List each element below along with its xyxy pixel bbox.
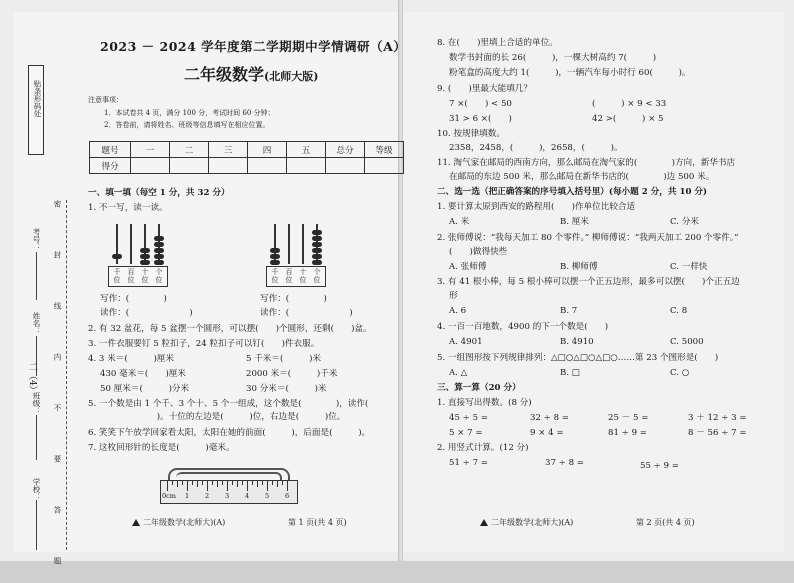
question-8a: 数学书封面的长 26( )，一棵大树高约 7( ) <box>449 53 657 63</box>
question-7: 7. 这枚回形针的长度是( )毫米。 <box>88 443 235 453</box>
abacus-bead <box>140 260 150 265</box>
school-label: 学校： <box>32 478 41 501</box>
abacus-bead <box>140 254 150 259</box>
abacus-place-label: 千位 <box>271 268 279 284</box>
abacus-bead <box>154 236 164 241</box>
choice-4-option-c: C. 5000 <box>670 337 704 347</box>
score-cell[interactable] <box>287 158 326 174</box>
school-line <box>36 500 37 550</box>
score-cell[interactable] <box>365 158 404 174</box>
choice-5: 5. 一组图形按下列规律排列：△□○△□○△□○……第 23 个图形是( ) <box>437 353 719 363</box>
abacus-place-label: 百位 <box>285 268 293 284</box>
abacus-bead <box>312 230 322 235</box>
abacus-bead <box>312 260 322 265</box>
calc-item: 45 ÷ 5 = <box>449 413 488 423</box>
choice-3-option-a: A. 6 <box>449 306 467 316</box>
ruler-minor-tick <box>272 481 273 485</box>
question-4c-left: 50 厘米＝( )分米 <box>100 384 190 394</box>
name-label: 姓名： <box>32 312 41 335</box>
ruler-minor-tick <box>197 481 198 487</box>
calc-1: 1. 直接写出得数。(8 分) <box>437 398 532 408</box>
score-header: 等级 <box>365 142 404 158</box>
question-10: 10. 按规律填数。 <box>437 129 505 139</box>
question-9b-left: 31 > 6 ×( ) <box>449 114 512 124</box>
score-header: 四 <box>248 142 287 158</box>
choice-4-option-b: B. 4910 <box>560 337 594 347</box>
exam-no-label: 考号： <box>32 228 41 251</box>
question-1: 1. 不一写，读一读。 <box>88 203 168 213</box>
abacus-bead <box>154 248 164 253</box>
choice-3-option-c: C. 8 <box>670 306 688 316</box>
choice-1: 1. 要计算太原到西安的路程用( )作单位比较合适 <box>437 202 636 212</box>
score-header: 总分 <box>326 142 365 158</box>
question-2: 2. 有 32 盆花，每 5 盆摆一个圆形，可以摆( )个圆形，还剩( )盆。 <box>88 324 372 334</box>
notice-item-2: 2．答卷前，请将姓名、班级等信息填写在相应位置。 <box>104 121 270 129</box>
exam-title: 2023 － 2024 学年度第二学期期中学情调研（A） <box>100 39 407 54</box>
choice-4-option-a: A. 4901 <box>449 337 483 347</box>
question-8b: 粉笔盒的高度大约 1( )，一辆汽车每小时行 60( )。 <box>449 68 691 78</box>
exam-no-line <box>36 252 37 300</box>
ruler-minor-tick <box>237 481 238 487</box>
ruler-minor-tick <box>257 481 258 487</box>
triangle-icon <box>132 519 140 526</box>
score-table <box>89 141 404 174</box>
calc-item: 5 × 7 = <box>449 428 483 438</box>
footer-left-page-2 <box>480 517 573 528</box>
barcode-label: 贴条形码处 <box>33 80 42 118</box>
score-header: 题号 <box>90 142 131 158</box>
question-4a-right: 5 千米＝( )米 <box>246 354 322 364</box>
ruler-tick <box>187 481 188 491</box>
abacus-rod <box>288 224 290 264</box>
abacus-bead <box>154 260 164 265</box>
edition-text: (北师大版) <box>264 70 319 83</box>
ruler-minor-tick <box>277 481 278 487</box>
write-answer-2: 写作：( ) <box>260 294 327 304</box>
ruler-minor-tick <box>202 481 203 485</box>
question-5b: )。十位的左边是( )位，右边是( )位。 <box>88 412 346 422</box>
choice-5-option-b: B. □ <box>560 368 580 378</box>
ruler-minor-tick <box>177 481 178 487</box>
write-answer-1: 写作：( ) <box>100 294 167 304</box>
ruler-label: 6 <box>285 492 290 500</box>
abacus-base <box>108 266 168 287</box>
ruler-label: 5 <box>265 492 270 500</box>
footer-page-number-1: 第 1 页(共 4 页) <box>288 518 347 527</box>
choice-3-option-b: B. 7 <box>560 306 578 316</box>
abacus-bead <box>312 236 322 241</box>
question-8: 8. 在( )里填上合适的单位。 <box>437 38 558 48</box>
ruler-minor-tick <box>212 481 213 485</box>
abacus-bead <box>270 254 280 259</box>
score-header: 五 <box>287 142 326 158</box>
ruler-minor-tick <box>282 481 283 485</box>
score-cell[interactable] <box>170 158 209 174</box>
subject-text: 二年级数学 <box>184 65 265 84</box>
vertical-calc-item: 51 ÷ 7 = <box>449 458 488 468</box>
calc-2: 2. 用竖式计算。(12 分) <box>437 443 529 453</box>
choice-2-option-b: B. 柳师傅 <box>560 262 598 272</box>
score-cell[interactable] <box>131 158 170 174</box>
choice-3a: 3. 有 41 根小棒，每 5 根小棒可以摆一个正五边形，最多可以摆( )个正五边 <box>437 277 740 287</box>
notice-heading: 注意事项： <box>88 96 123 104</box>
ruler-minor-tick <box>252 481 253 485</box>
score-header: 一 <box>131 142 170 158</box>
class-label: 班级： <box>32 392 41 415</box>
abacus-place-label: 十位 <box>299 268 307 284</box>
triangle-icon <box>480 519 488 526</box>
vertical-calc-item: 37 ÷ 8 = <box>545 458 584 468</box>
vertical-calc-item: 55 ÷ 9 = <box>640 461 679 471</box>
question-11a: 11. 淘气家在邮局的西南方向，那么邮局在淘气家的( )方向，新华书店 <box>437 158 736 168</box>
ruler-label: 3 <box>225 492 230 500</box>
section-1-title: 一、填一填（每空 1 分，共 32 分） <box>88 188 230 198</box>
read-answer-2: 读作：( ) <box>260 308 353 318</box>
exam-subject <box>184 62 318 85</box>
abacus-place-label: 个位 <box>313 268 321 284</box>
abacus-rod <box>130 224 132 264</box>
question-11b: 在邮局的东边 500 米，那么邮局在新华书店的( )边 500 米。 <box>449 172 715 182</box>
notice-item-1: 1．本试卷共 4 页，满分 100 分，考试时间 60 分钟； <box>104 109 275 117</box>
choice-2b: ( )做得快些 <box>449 247 508 257</box>
read-answer-1: 读作：( ) <box>100 308 193 318</box>
question-10a: 2358，2458，( )，2658，( )。 <box>449 143 623 153</box>
choice-3b: 形 <box>449 291 458 301</box>
ruler-label: 0cm <box>162 492 176 500</box>
ruler-label: 2 <box>205 492 210 500</box>
ruler-minor-tick <box>182 481 183 485</box>
question-4b-right: 2000 米＝( )千米 <box>246 369 338 379</box>
question-9: 9. ( )里最大能填几？ <box>437 84 532 94</box>
calc-item: 25 － 5 = <box>608 413 649 423</box>
ruler-minor-tick <box>232 481 233 485</box>
abacus-place-label: 百位 <box>127 268 135 284</box>
class-handwritten: 二（4） <box>27 362 37 395</box>
choice-2-option-c: C. 一样快 <box>670 262 708 272</box>
abacus-place-label: 十位 <box>141 268 149 284</box>
question-4c-right: 30 分米＝( )米 <box>246 384 327 394</box>
calc-item: 9 × 4 = <box>530 428 564 438</box>
ruler-tick <box>227 481 228 491</box>
choice-4: 4. 一百一百地数，4900 的下一个数是( ) <box>437 322 609 332</box>
abacus-bead <box>154 242 164 247</box>
ruler-tick <box>167 481 168 491</box>
section-3-title: 三、算一算（20 分） <box>437 383 521 393</box>
score-cell[interactable] <box>209 158 248 174</box>
abacus-bead <box>270 260 280 265</box>
footer-left-page-1 <box>132 517 225 528</box>
footer-subject: 二年级数学(北师大)(A) <box>143 518 226 527</box>
ruler-minor-tick <box>262 481 263 485</box>
question-9a-left: 7 ×( ) < 50 <box>449 99 512 109</box>
question-5a: 5. 一个数是由 1 个千、3 个十、5 个一组成，这个数是( )，读作( <box>88 399 369 409</box>
score-cell[interactable] <box>248 158 287 174</box>
choice-5-option-a: A. △ <box>449 368 468 378</box>
ruler-tick <box>267 481 268 491</box>
page-fold <box>398 0 403 561</box>
section-2-title: 二、选一选（把正确答案的序号填入括号里）(每小题 2 分，共 10 分) <box>437 187 708 197</box>
ruler-tick <box>207 481 208 491</box>
abacus-bead <box>140 248 150 253</box>
class-line <box>36 415 37 460</box>
ruler-tick <box>247 481 248 491</box>
calc-item: 81 ÷ 9 = <box>608 428 647 438</box>
ruler-minor-tick <box>222 481 223 485</box>
ruler-minor-tick <box>192 481 193 485</box>
ruler-minor-tick <box>242 481 243 485</box>
abacus-bead <box>312 242 322 247</box>
seal-dashed-line <box>66 200 67 550</box>
abacus-rod <box>302 224 304 264</box>
seal-line-text: 密 封 线 内 不 要 答 题 <box>53 200 62 583</box>
calc-item: 8 － 56 ÷ 7 = <box>688 428 747 438</box>
ruler-minor-tick <box>172 481 173 485</box>
calc-item: 32 ÷ 8 = <box>530 413 569 423</box>
footer-subject: 二年级数学(北师大)(A) <box>491 518 574 527</box>
choice-1-option-a: A. 米 <box>449 217 470 227</box>
choice-2-option-a: A. 张师傅 <box>449 262 487 272</box>
abacus-place-label: 个位 <box>155 268 163 284</box>
ruler-label: 1 <box>185 492 190 500</box>
question-9a-right: ( ) × 9 < 33 <box>592 99 667 109</box>
ruler <box>160 480 298 504</box>
score-header: 二 <box>170 142 209 158</box>
abacus-bead <box>154 254 164 259</box>
question-4b-left: 430 毫米＝( )厘米 <box>100 369 186 379</box>
score-cell[interactable] <box>326 158 365 174</box>
question-9b-right: 42 >( ) × 5 <box>592 114 664 124</box>
score-row-label: 得分 <box>90 158 131 174</box>
abacus-bead <box>312 248 322 253</box>
question-6: 6. 笑笑下午放学回家看太阳，太阳在她的前面( )，后面是( )。 <box>88 428 371 438</box>
abacus-bead <box>312 254 322 259</box>
abacus-bead <box>112 254 122 259</box>
abacus-place-label: 千位 <box>113 268 121 284</box>
ruler-tick <box>287 481 288 491</box>
ruler-minor-tick <box>217 481 218 487</box>
footer-page-number-2: 第 2 页(共 4 页) <box>636 518 695 527</box>
choice-2a: 2. 张师傅说：“我每天加工 80 个零件。” 柳师傅说：“我两天加工 200 个零件。” <box>437 233 739 243</box>
abacus-bead <box>270 248 280 253</box>
calc-item: 3 ＋ 12 ÷ 3 = <box>688 413 747 423</box>
choice-1-option-c: C. 分米 <box>670 217 699 227</box>
barcode-box <box>28 65 44 155</box>
ruler-label: 4 <box>245 492 250 500</box>
question-3: 3. 一件衣服要钉 5 粒扣子，24 粒扣子可以钉( )件衣服。 <box>88 339 320 349</box>
score-header: 三 <box>209 142 248 158</box>
choice-1-option-b: B. 厘米 <box>560 217 589 227</box>
question-4a-left: 4. 3 米＝( )厘米 <box>88 354 174 364</box>
abacus-base <box>266 266 326 287</box>
choice-5-option-c: C. ○ <box>670 368 690 378</box>
